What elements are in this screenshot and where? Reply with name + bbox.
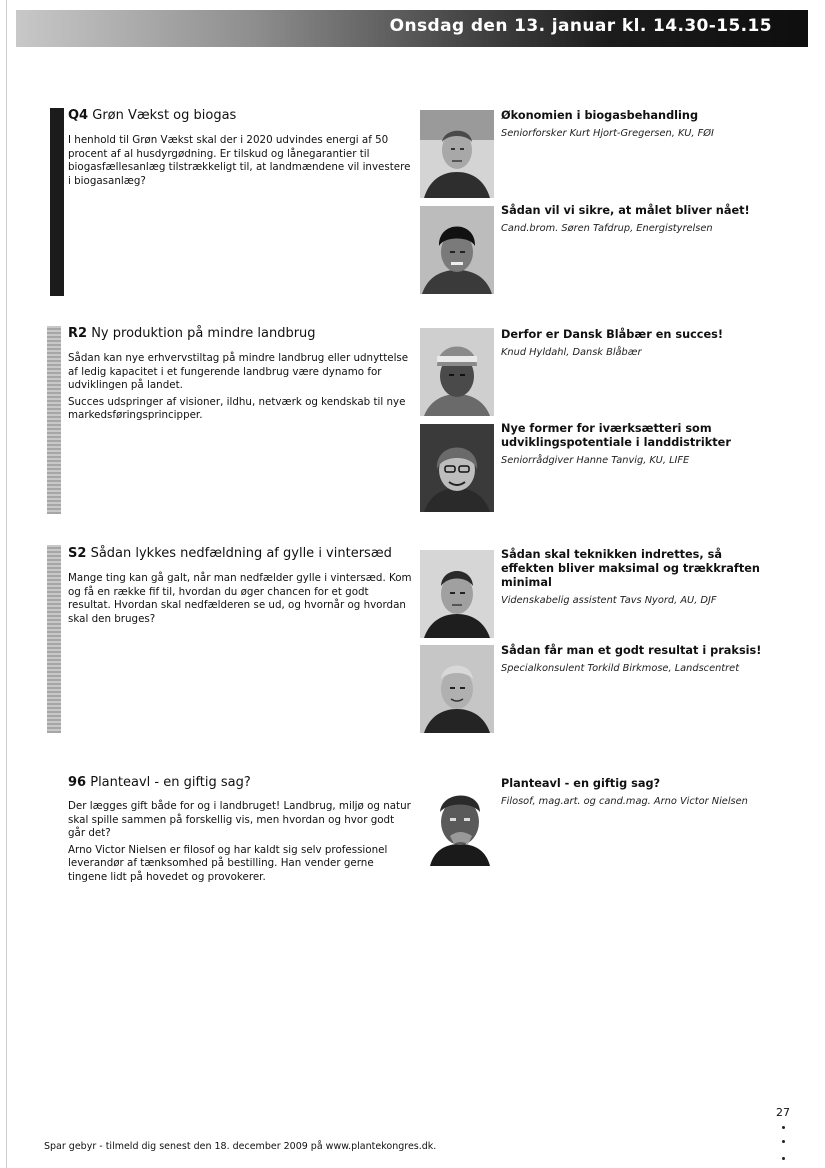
session-side-bar — [47, 545, 61, 733]
talk-title: Økonomien i biogasbehandling — [501, 109, 699, 122]
session-heading — [68, 326, 316, 341]
talk-item — [501, 777, 771, 808]
session-heading — [68, 108, 236, 123]
session-paragraph: Arno Victor Nielsen er filosof og har kaldt sig selv professionel leverandør af tænksomhed på bestilling. Han vender gerne tingene lidt på hovedet og provokerer. — [68, 843, 388, 883]
session-code: Q4 — [68, 108, 89, 123]
session-paragraph: I henhold til Grøn Vækst skal der i 2020 udvindes energi af 50 procent af al husdyrgødning. Er tilskud og lånegarantier til biogasfællesanlæg tilstrækkeligt til, at landmændene vil investere i biogasanlæg? — [68, 134, 411, 187]
talk-title: Sådan skal teknikken indrettes, så effekten bliver maksimal og trækkraften minimal — [501, 548, 760, 589]
page-edge-line — [6, 0, 7, 1168]
talk-speaker: Filosof, mag.art. og cand.mag. Arno Victor Nielsen — [501, 796, 748, 807]
talk-item — [501, 109, 771, 140]
decorative-dot — [782, 1140, 785, 1143]
session-code: R2 — [68, 326, 88, 341]
talk-title: Nye former for iværksætteri som udviklingspotentiale i landdistrikter — [501, 422, 731, 449]
session-paragraph: Der lægges gift både for og i landbruget! Landbrug, miljø og natur skal spille sammen på forskellig vis, men hvordan og hvor godt går det? — [68, 800, 411, 839]
speaker-photo-torkild-birkmose — [420, 645, 494, 733]
talk-speaker: Knud Hyldahl, Dansk Blåbær — [501, 347, 642, 358]
session-side-bar — [47, 326, 61, 514]
session-description — [68, 134, 412, 191]
session-code: S2 — [68, 546, 87, 561]
session-paragraph: Sådan kan nye erhvervstiltag på mindre landbrug eller udnyttelse af ledig kapacitet i et fungerende landbrug være dynamo for udviklingen på landet. — [68, 352, 409, 391]
talk-item — [501, 548, 771, 607]
talk-title: Sådan vil vi sikre, at målet bliver nået! — [501, 204, 750, 217]
talk-speaker: Cand.brom. Søren Tafdrup, Energistyrelsen — [501, 223, 713, 234]
decorative-dot — [782, 1126, 785, 1129]
session-title: Planteavl - en giftig sag? — [90, 775, 251, 790]
session-paragraph: Mange ting kan gå galt, når man nedfælder gylle i vintersæd. Kom og få en række fif til, hvordan du øger chancen for et godt resultat. Hvordan skal nedfælderen se ud, og hvornår og hvordan skal den bruges? — [68, 572, 412, 625]
session-heading — [68, 546, 392, 561]
talk-item — [501, 328, 771, 359]
session-description — [68, 800, 412, 887]
talk-speaker: Videnskabelig assistent Tavs Nyord, AU, DJF — [501, 595, 717, 606]
talk-item — [501, 422, 771, 467]
session-description — [68, 352, 412, 426]
session-side-bar — [50, 108, 64, 296]
speaker-photo-soren-tafdrup — [420, 206, 494, 294]
talk-title: Derfor er Dansk Blåbær en succes! — [501, 328, 724, 341]
speaker-photo-kurt-hjort-gregersen — [420, 110, 494, 198]
talk-speaker: Seniorrådgiver Hanne Tanvig, KU, LIFE — [501, 455, 690, 466]
session-title: Grøn Vækst og biogas — [92, 108, 237, 123]
session-code: 96 — [68, 775, 87, 790]
session-paragraph: Succes udspringer af visioner, ildhu, netværk og kendskab til nye markedsføringsprincipper. — [68, 395, 406, 421]
speaker-photo-arno-victor-nielsen — [420, 778, 494, 866]
speaker-photo-tavs-nyord — [420, 550, 494, 638]
page-number: 27 — [776, 1106, 790, 1119]
speaker-photo-knud-hyldahl — [420, 328, 494, 416]
talk-title: Sådan får man et godt resultat i praksis! — [501, 644, 762, 657]
talk-speaker: Specialkonsulent Torkild Birkmose, Landscentret — [501, 663, 740, 674]
header-title: Onsdag den 13. januar kl. 14.30-15.15 — [389, 16, 772, 36]
talk-speaker: Seniorforsker Kurt Hjort-Gregersen, KU, FØI — [501, 128, 714, 139]
header-bar — [16, 10, 808, 47]
talk-item — [501, 644, 771, 675]
session-description — [68, 572, 412, 629]
footer-registration-note: Spar gebyr - tilmeld dig senest den 18. december 2009 på www.plantekongres.dk. — [44, 1141, 437, 1152]
session-title: Sådan lykkes nedfældning af gylle i vintersæd — [90, 546, 392, 561]
decorative-dot — [782, 1157, 785, 1160]
talk-item — [501, 204, 771, 235]
session-title: Ny produktion på mindre landbrug — [91, 326, 316, 341]
speaker-photo-hanne-tanvig — [420, 424, 494, 512]
session-heading — [68, 775, 251, 790]
talk-title: Planteavl - en giftig sag? — [501, 777, 661, 790]
